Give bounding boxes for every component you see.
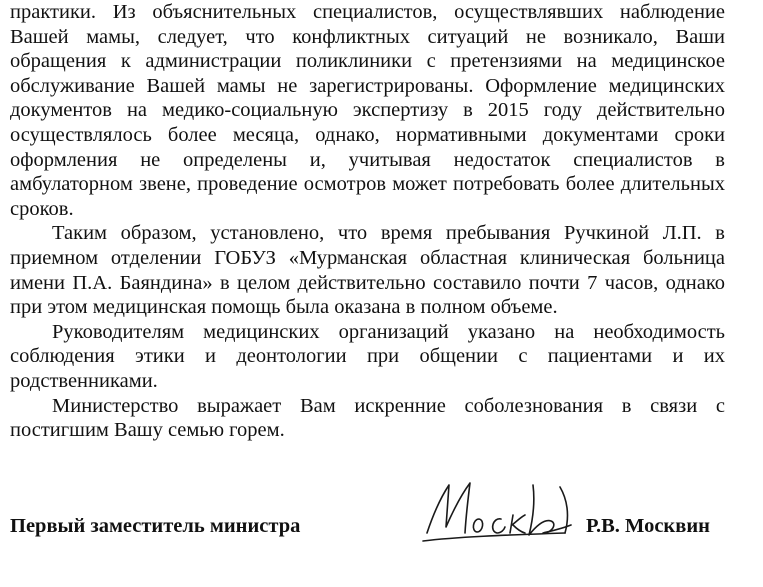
paragraph-waiting-time: Таким образом, установлено, что время пребывания Ручкиной Л.П. в приемном отделении ГОБУЗ «Мурманская областная клиническая больница имени П.А. Баяндина» в целом действительно составило почти 7 часов, однако при этом медицинская помощь была оказана в полном объеме. bbox=[10, 222, 725, 319]
paragraph-continuation: практики. Из объяснительных специалистов, осуществлявших наблюдение Вашей мамы, следует, что конфликтных ситуаций не возникало, Ваши обращения к администрации поликлиники с претензиями на медицинское обслуживание Вашей мамы не зарегистрированы. Оформление медицинских документов на медико-социальную экспертизу в 2015 году действительно осуществлялось более месяца, однако, нормативными документами сроки оформления не определены и, учитывая недостаток специалистов в амбулаторном звене, проведение осмотров может потребовать более длительных сроков. bbox=[10, 1, 725, 220]
signer-title: Первый заместитель министра bbox=[10, 515, 301, 537]
signer-name: Р.В. Москвин bbox=[586, 515, 710, 537]
paragraph-ethics: Руководителям медицинских организаций указано на необходимость соблюдения этики и деонтологии при общении с пациентами и их родственниками. bbox=[10, 320, 725, 392]
letter-body bbox=[10, 0, 725, 443]
handwritten-signature bbox=[415, 475, 580, 555]
paragraph-condolences: Министерство выражает Вам искренние соболезнования в связи с постигшим Вашу семью горем. bbox=[10, 394, 725, 442]
signature-block bbox=[10, 475, 725, 565]
